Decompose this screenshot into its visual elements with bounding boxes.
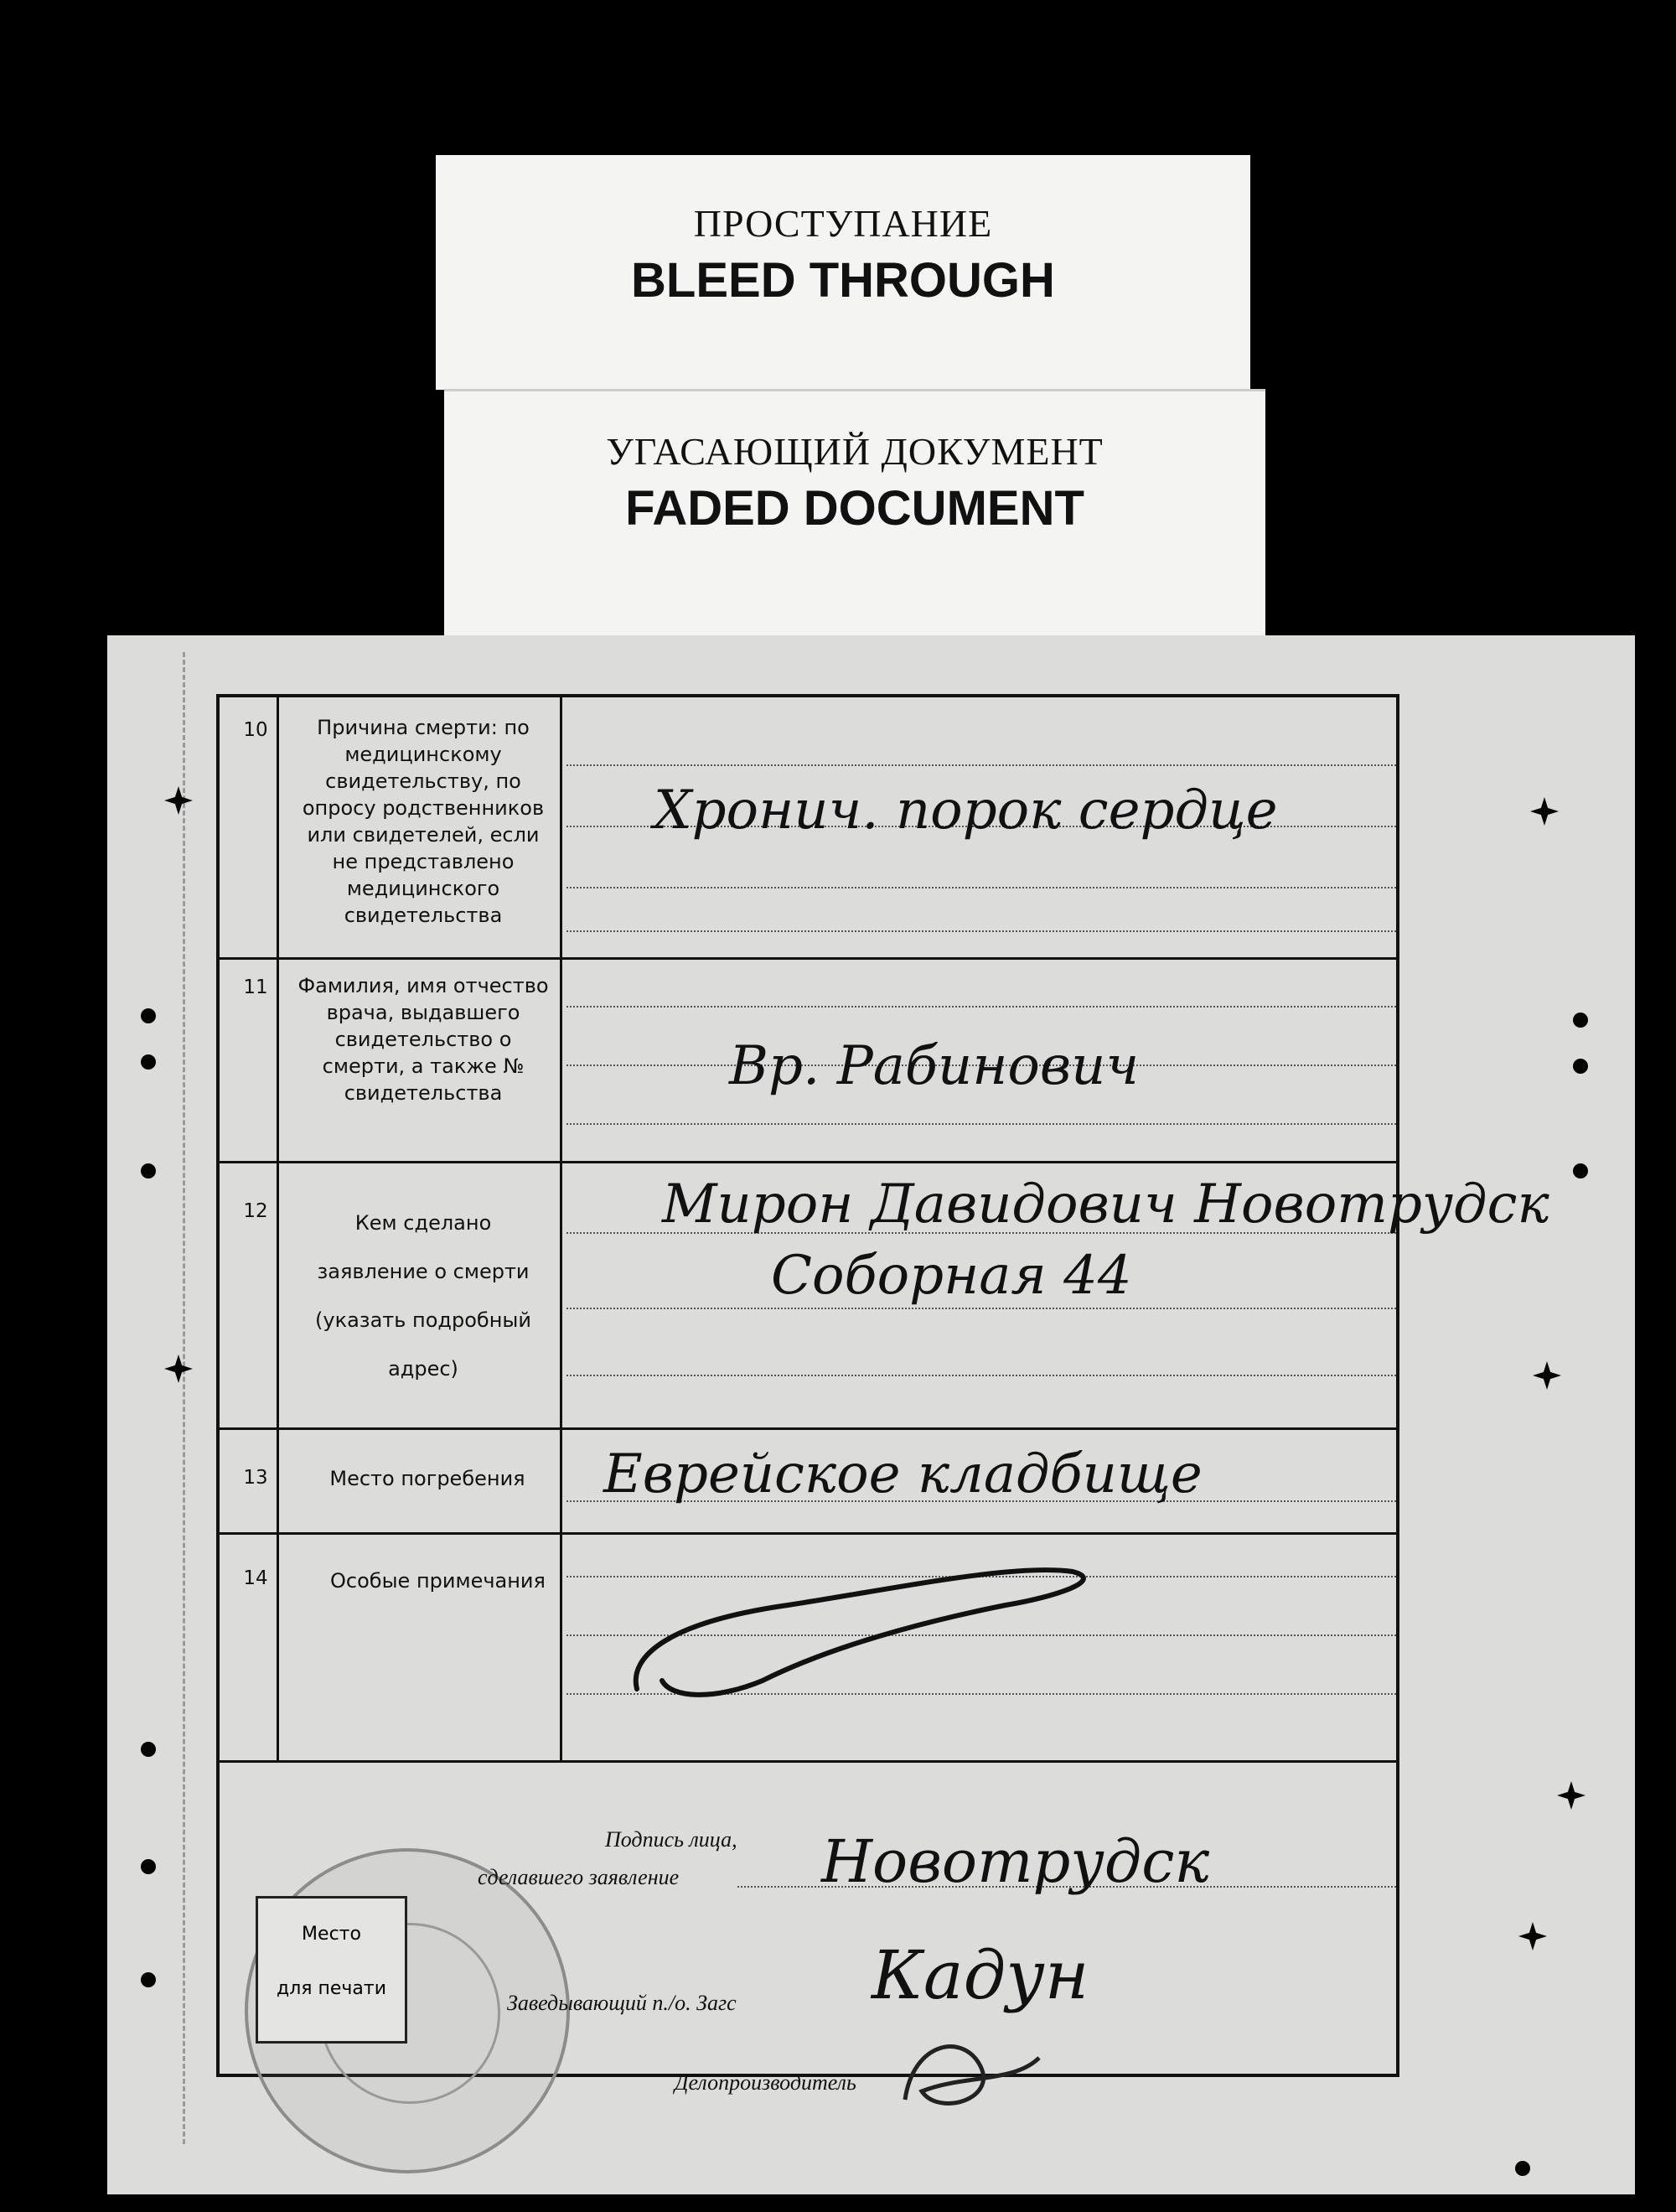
column-divider: [277, 694, 279, 1760]
faded-document-ru: УГАСАЮЩИЙ ДОКУМЕНТ: [606, 430, 1104, 473]
writing-line: [566, 887, 1396, 888]
handwritten-cause: Хронич. порок сердце: [654, 780, 1278, 842]
clerk-label: Делопроизводитель: [675, 2070, 856, 2095]
row-divider: [216, 1532, 1399, 1535]
seal-placeholder-box: [256, 1896, 407, 2044]
row-divider: [216, 1427, 1399, 1430]
writing-line: [566, 1123, 1396, 1125]
handwritten-burial: Еврейское кладбище: [603, 1443, 1203, 1505]
punch-hole: [1533, 1361, 1561, 1390]
row-number: 10: [243, 719, 268, 741]
punch-hole: [141, 1859, 156, 1874]
handwritten-doctor: Вр. Рабинович: [729, 1035, 1140, 1097]
row-label-burial-place: Место погребения: [329, 1467, 525, 1490]
punch-hole: [164, 1355, 193, 1383]
row-label-declarant: Кем сделано заявление о смерти (указать подробный адрес): [315, 1211, 531, 1381]
punch-hole: [1515, 2161, 1530, 2176]
bleed-through-label: [436, 155, 1250, 390]
declarant-signature-label-1: Подпись лица,: [605, 1827, 737, 1852]
row-label-doctor: Фамилия, имя отчество врача, выдавшего свидетельство о смерти, а также № свидетельства: [297, 974, 549, 1105]
row-number: 11: [243, 976, 268, 998]
punch-hole: [1530, 797, 1559, 826]
writing-line: [566, 930, 1396, 932]
column-divider: [560, 694, 562, 1760]
punch-hole: [141, 1972, 156, 1987]
clerk-signature: [888, 2024, 1056, 2125]
row-number: 14: [243, 1567, 268, 1589]
punch-hole: [141, 1054, 156, 1070]
punch-hole: [141, 1008, 156, 1023]
bleed-through-en: BLEED THROUGH: [631, 253, 1055, 308]
writing-line: [566, 1308, 1396, 1309]
writing-line: [566, 1375, 1396, 1376]
bleed-through-ru: ПРОСТУПАНИЕ: [693, 202, 993, 245]
punch-hole: [141, 1742, 156, 1757]
punch-hole: [141, 1163, 156, 1179]
perforation-edge: [183, 652, 186, 2144]
punch-hole: [1573, 1059, 1588, 1074]
handwritten-declarant: Мирон Давидович Новотрудск: [662, 1173, 1549, 1236]
head-of-registry-signature: Кадун: [872, 1936, 1089, 2014]
declarant-signature: Новотрудск: [821, 1827, 1210, 1896]
row-divider: [216, 957, 1399, 960]
cancel-stroke: [620, 1555, 1089, 1706]
row-label-notes: Особые примечания: [330, 1569, 546, 1593]
row-number: 12: [243, 1200, 268, 1222]
declarant-signature-label-2: сделавшего заявление: [478, 1865, 680, 1889]
punch-hole: [1573, 1013, 1588, 1028]
row-label-cause-of-death: Причина смерти: по медицинскому свидетельству, по опросу родственников или свидетелей, если не представлено медицинского свидетельства: [302, 716, 545, 927]
faded-document-en: FADED DOCUMENT: [625, 481, 1084, 536]
seal-label-2: для печати: [276, 1978, 386, 1999]
punch-hole: [164, 786, 193, 815]
handwritten-address: Соборная 44: [771, 1245, 1132, 1307]
seal-label-1: Место: [302, 1924, 361, 1945]
writing-line: [566, 764, 1396, 766]
row-divider: [216, 1760, 1399, 1763]
head-of-registry-label: Заведывающий п./о. Загс: [507, 1991, 737, 2015]
punch-hole: [1557, 1781, 1585, 1810]
faded-document-label: [444, 391, 1265, 643]
writing-line: [566, 1006, 1396, 1008]
row-number: 13: [243, 1467, 268, 1489]
row-divider: [216, 1161, 1399, 1163]
punch-hole: [1573, 1163, 1588, 1179]
punch-hole: [1518, 1922, 1547, 1950]
